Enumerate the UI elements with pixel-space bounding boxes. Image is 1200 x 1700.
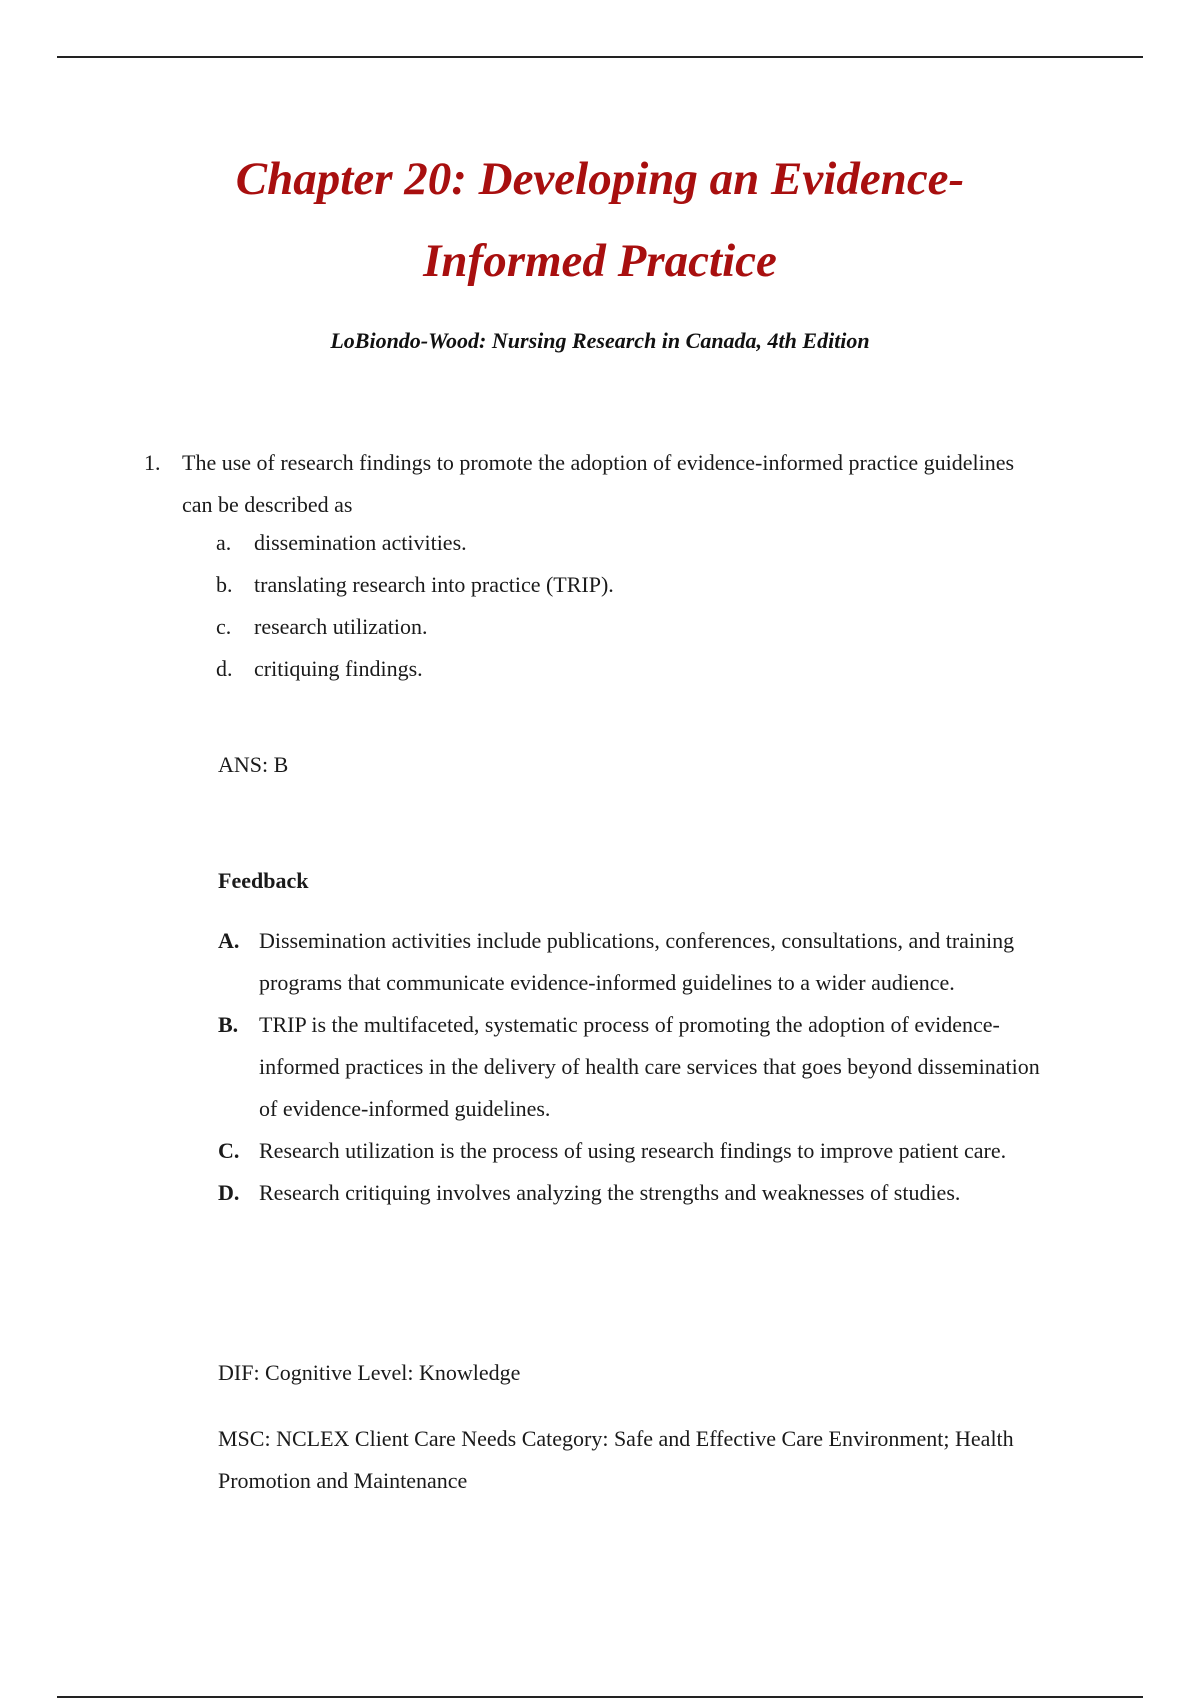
- feedback-text: Dissemination activities include publications, conferences, consultations, and training programs that communicate evidence-informed guidelines to a wider audience.: [259, 928, 1015, 995]
- bottom-rule: [57, 1696, 1143, 1698]
- feedback-item-d: [218, 1172, 1058, 1214]
- book-subtitle: LoBiondo-Wood: Nursing Research in Canada, 4th Edition: [330, 328, 870, 353]
- feedback-heading: Feedback: [218, 868, 309, 893]
- answer-key: ANS: B: [218, 752, 289, 777]
- option-letter: c.: [216, 614, 232, 639]
- feedback-list: [218, 920, 1058, 1214]
- feedback-text: Research utilization is the process of using research findings to improve patient care.: [259, 1138, 1007, 1163]
- top-rule: [57, 56, 1143, 58]
- feedback-letter: C.: [218, 1138, 240, 1163]
- difficulty-line: DIF: Cognitive Level: Knowledge: [218, 1360, 521, 1385]
- chapter-title-line-2: Informed Practice: [423, 235, 777, 287]
- feedback-item-a: [218, 920, 1058, 1004]
- chapter-title: [0, 138, 1200, 302]
- option-letter: a.: [216, 530, 232, 555]
- chapter-title-line-1: Chapter 20: Developing an Evidence-: [235, 153, 965, 205]
- option-text: translating research into practice (TRIP).: [254, 572, 614, 597]
- option-text: research utilization.: [254, 614, 428, 639]
- feedback-text: Research critiquing involves analyzing the strengths and weaknesses of studies.: [259, 1180, 961, 1205]
- msc-line: MSC: NCLEX Client Care Needs Category: Safe and Effective Care Environment; Health Promotion and Maintenance: [218, 1426, 1014, 1493]
- option-text: dissemination activities.: [254, 530, 467, 555]
- feedback-letter: A.: [218, 928, 240, 953]
- option-letter: b.: [216, 572, 233, 597]
- question-stem: The use of research findings to promote the adoption of evidence-informed practice guidelines can be described as: [182, 450, 1015, 517]
- question-number: 1.: [144, 450, 161, 475]
- option-letter: d.: [216, 656, 233, 681]
- feedback-item-c: [218, 1130, 1058, 1172]
- option-text: critiquing findings.: [254, 656, 423, 681]
- feedback-text: TRIP is the multifaceted, systematic process of promoting the adoption of evidence-informed practices in the delivery of health care services that goes beyond dissemination of evidence-informed guidelines.: [259, 1012, 1040, 1121]
- feedback-letter: B.: [218, 1012, 239, 1037]
- question: [144, 442, 1044, 526]
- feedback-item-b: [218, 1004, 1058, 1130]
- feedback-letter: D.: [218, 1180, 240, 1205]
